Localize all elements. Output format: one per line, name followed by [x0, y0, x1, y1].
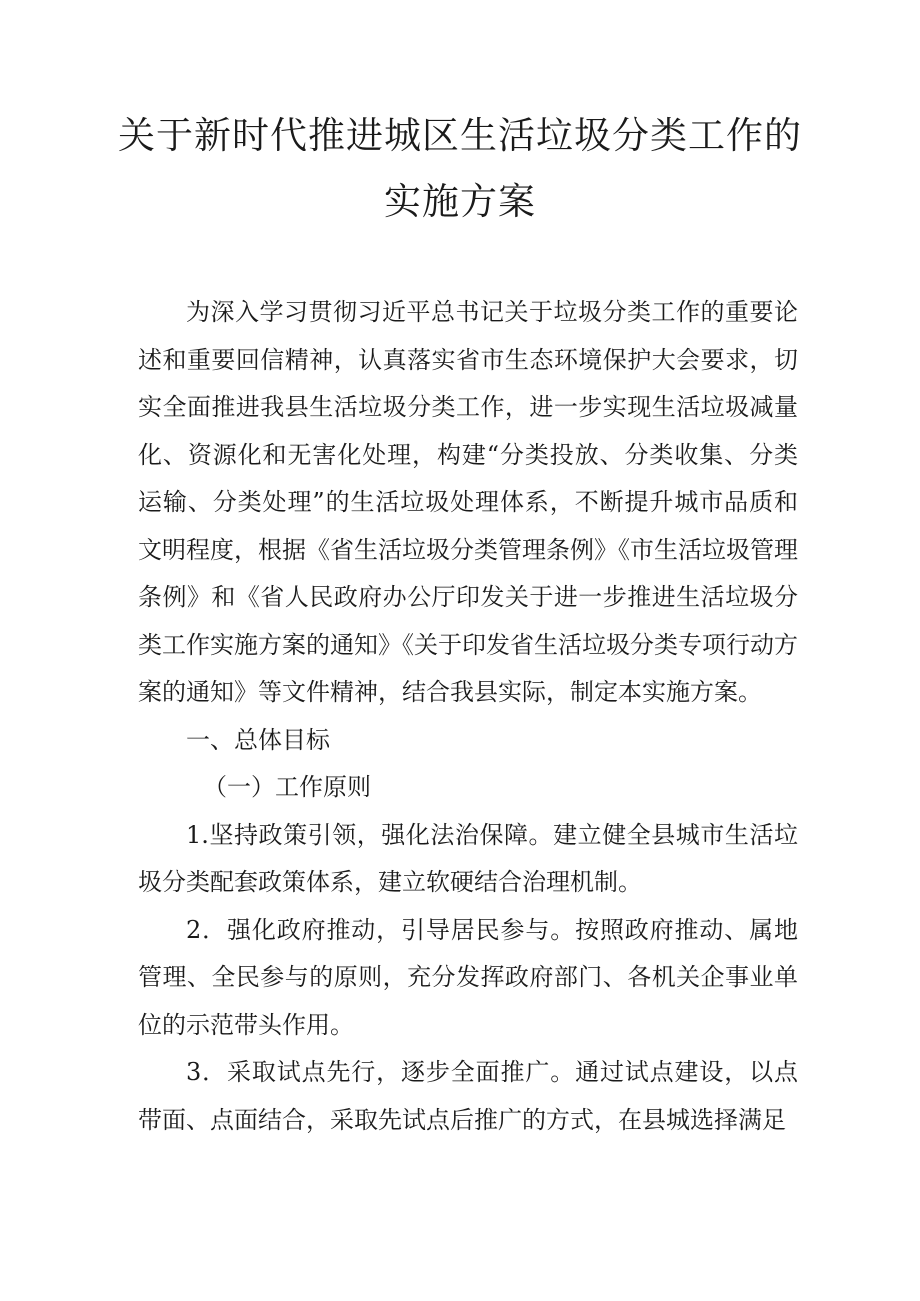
intro-paragraph: 为深入学习贯彻习近平总书记关于垃圾分类工作的重要论述和重要回信精神，认真落实省市生态环境保护大会要求，切实全面推进我县生活垃圾分类工作，进一步实现生活垃圾减量化、资源化和无害化处理，构建“分类投放、分类收集、分类运输、分类处理”的生活垃圾处理体系，不断提升城市品质和文明程度，根据《省生活垃圾分类管理条例》《市生活垃圾管理条例》和《省人民政府办公厅印发关于进一步推进生活垃圾分类工作实施方案的通知》《关于印发省生活垃圾分类专项行动方案的通知》等文件精神，结合我县实际，制定本实施方案。	[138, 298, 798, 706]
principle-paragraph-1: 1.坚持政策引领，强化法治保障。建立健全县城市生活垃圾分类配套政策体系，建立软硬结合治理机制。	[138, 820, 798, 896]
document-title-line-1: 关于新时代推进城区生活垃圾分类工作的	[118, 114, 802, 157]
principle-paragraph-3: 3．采取试点先行，逐步全面推广。通过试点建设，以点带面、点面结合，采取先试点后推广的方式，在县城选择满足	[138, 1058, 798, 1134]
subsection-heading-1: （一）工作原则	[203, 773, 371, 801]
principle-paragraph-2: 2．强化政府推动，引导居民参与。按照政府推动、属地管理、全民参与的原则，充分发挥政府部门、各机关企事业单位的示范带头作用。	[138, 915, 798, 1039]
section-heading-1: 一、总体目标	[186, 725, 330, 754]
document-title-line-2: 实施方案	[384, 180, 536, 223]
document-body	[138, 289, 798, 1144]
